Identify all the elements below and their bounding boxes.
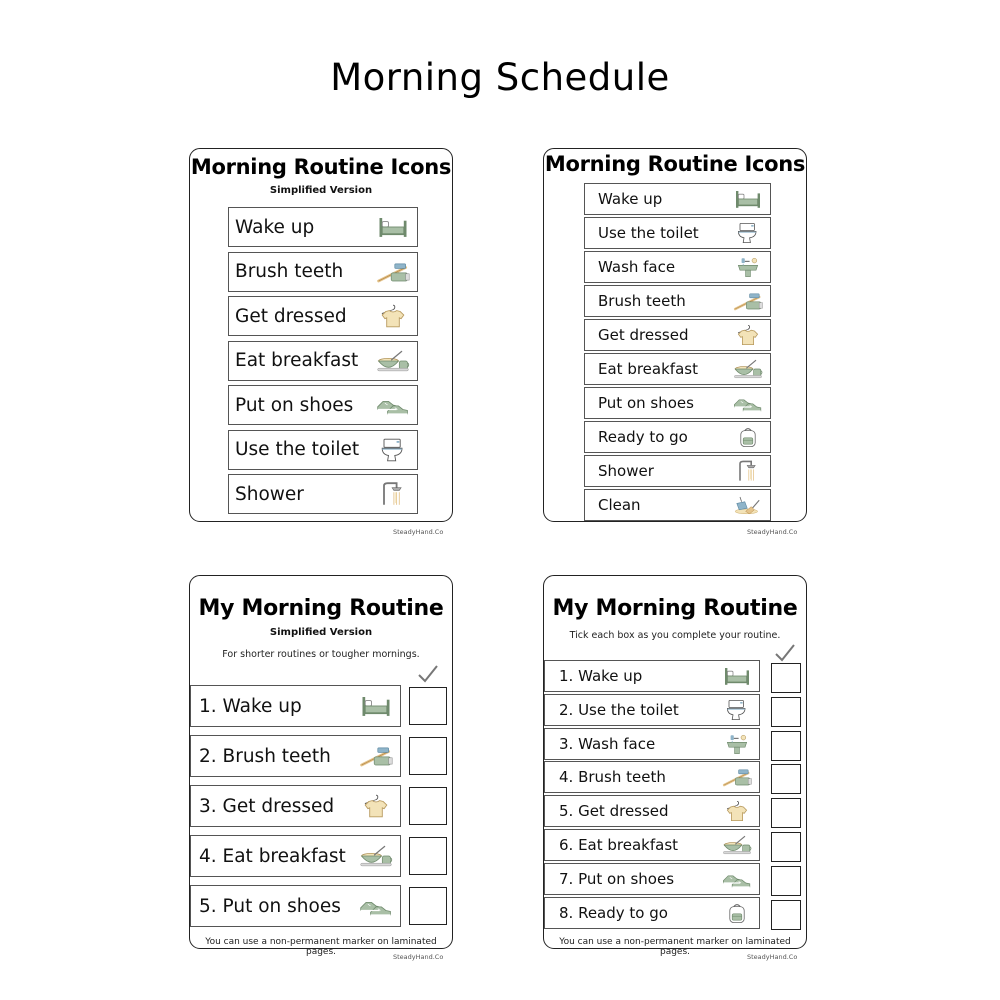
backpack-icon [721, 901, 753, 925]
routine-item-icon [732, 357, 764, 381]
routine-item [584, 455, 771, 487]
card-instruction: Tick each box as you complete your routine. [569, 630, 781, 641]
routine-item [544, 761, 760, 793]
card-title: My Morning Routine [198, 596, 444, 621]
bowl-icon [358, 842, 394, 870]
toilet-icon [375, 437, 411, 463]
routine-item-label: 1. Wake up [199, 695, 302, 717]
routine-item-icon [358, 892, 394, 920]
routine-item-icon [732, 391, 764, 415]
routine-item-icon [375, 348, 411, 374]
routine-item [190, 735, 401, 777]
tick-checkbox[interactable] [409, 737, 447, 775]
routine-item-label: 2. Use the toilet [559, 700, 679, 719]
backpack-icon [732, 425, 764, 449]
routine-item [228, 474, 418, 514]
credit-text: SteadyHand.Co [393, 528, 444, 536]
routine-item-label: 8. Ready to go [559, 903, 668, 922]
routine-item-label: 3. Get dressed [199, 795, 335, 817]
sink-icon [721, 732, 753, 756]
routine-item-label: Eat breakfast [235, 350, 359, 371]
routine-item-icon [732, 459, 764, 483]
routine-card-2 [543, 148, 807, 522]
routine-item-icon [375, 259, 411, 285]
routine-item-label: Wash face [598, 258, 676, 276]
routine-item-icon [732, 289, 764, 313]
routine-item-label: 1. Wake up [559, 667, 643, 685]
card-subtitle: Simplified Version [269, 627, 373, 638]
credit-text: SteadyHand.Co [747, 528, 798, 536]
routine-item [544, 660, 760, 692]
card-title: Morning Routine Icons [190, 155, 452, 179]
routine-item-icon [721, 799, 753, 823]
routine-item-label: 6. Eat breakfast [559, 836, 679, 854]
routine-item-label: Use the toilet [598, 224, 699, 242]
routine-item-label: Brush teeth [598, 292, 686, 310]
routine-item-icon [721, 901, 753, 925]
shirt-icon [358, 792, 394, 820]
checkmark-icon [417, 664, 439, 688]
routine-item [544, 829, 760, 861]
bed-icon [375, 214, 411, 240]
bowl-icon [732, 357, 764, 381]
shower-icon [375, 481, 411, 507]
shoes-icon [375, 392, 411, 418]
routine-item [544, 728, 760, 760]
routine-card-1 [189, 148, 453, 522]
bowl-icon [375, 348, 411, 374]
routine-item-label: Put on shoes [235, 394, 354, 416]
routine-item [228, 207, 418, 247]
checkmark-icon [774, 643, 796, 667]
routine-item-icon [358, 792, 394, 820]
routine-item-label: Shower [235, 483, 304, 505]
card-instruction: For shorter routines or tougher mornings. [222, 649, 420, 660]
routine-item [584, 285, 771, 317]
routine-item [228, 296, 418, 336]
routine-item [190, 785, 401, 827]
routine-item [190, 685, 401, 727]
routine-item [584, 217, 771, 249]
routine-item [228, 430, 418, 470]
credit-text: SteadyHand.Co [747, 953, 798, 961]
tick-checkbox[interactable] [771, 900, 801, 930]
tick-checkbox[interactable] [409, 837, 447, 875]
routine-item-label: Wake up [598, 190, 663, 208]
tick-checkbox[interactable] [771, 731, 801, 761]
routine-item-icon [358, 842, 394, 870]
routine-item [584, 251, 771, 283]
bed-icon [358, 692, 394, 720]
page-title: Morning Schedule [330, 56, 670, 99]
tick-checkbox[interactable] [771, 866, 801, 896]
bed-icon [732, 187, 764, 211]
routine-item-icon [358, 692, 394, 720]
tick-checkbox[interactable] [409, 787, 447, 825]
routine-item [190, 885, 401, 927]
card-title: Morning Routine Icons [544, 152, 806, 176]
sink-icon [732, 255, 764, 279]
routine-item-label: Brush teeth [235, 261, 344, 282]
routine-item [544, 897, 760, 929]
routine-item-icon [721, 765, 753, 789]
routine-item-label: 7. Put on shoes [559, 869, 675, 888]
routine-item [228, 385, 418, 425]
shoes-icon [358, 892, 394, 920]
tick-checkbox[interactable] [771, 697, 801, 727]
tick-checkbox[interactable] [771, 764, 801, 794]
routine-item-label: Ready to go [598, 428, 688, 446]
routine-item-label: 3. Wash face [559, 734, 656, 753]
routine-item [584, 353, 771, 385]
toilet-icon [732, 221, 764, 245]
routine-item-label: Wake up [235, 216, 315, 238]
shirt-icon [375, 303, 411, 329]
routine-item-label: 4. Eat breakfast [199, 845, 346, 867]
routine-item-icon [732, 255, 764, 279]
tick-checkbox[interactable] [771, 832, 801, 862]
routine-item-label: 4. Brush teeth [559, 768, 666, 787]
routine-item-icon [721, 867, 753, 891]
card-subtitle: Simplified Version [269, 185, 373, 196]
routine-item-icon [375, 392, 411, 418]
card-title: My Morning Routine [552, 596, 798, 621]
routine-item-icon [732, 221, 764, 245]
shirt-icon [721, 799, 753, 823]
routine-item-label: Put on shoes [598, 394, 694, 412]
routine-item-label: Use the toilet [235, 439, 360, 460]
routine-item-icon [732, 425, 764, 449]
card-footer-note: You can use a non-permanent marker on laminated pages. [205, 937, 437, 957]
routine-item-icon [721, 833, 753, 857]
routine-item-label: Clean [598, 496, 641, 514]
tick-checkbox[interactable] [409, 887, 447, 925]
tick-checkbox[interactable] [409, 687, 447, 725]
toothbrush-icon [358, 742, 394, 770]
routine-item-icon [375, 437, 411, 463]
routine-item-label: 5. Get dressed [559, 802, 669, 821]
shoes-icon [721, 867, 753, 891]
shower-icon [732, 459, 764, 483]
routine-item-icon [375, 481, 411, 507]
tick-checkbox[interactable] [771, 663, 801, 693]
routine-item-icon [732, 493, 764, 517]
broom-icon [732, 493, 764, 517]
routine-item-icon [358, 742, 394, 770]
routine-item-icon [732, 323, 764, 347]
routine-item [544, 863, 760, 895]
routine-item [190, 835, 401, 877]
routine-item-label: Get dressed [598, 326, 689, 344]
toothbrush-icon [375, 259, 411, 285]
routine-item [584, 489, 771, 521]
shoes-icon [732, 391, 764, 415]
toothbrush-icon [721, 765, 753, 789]
credit-text: SteadyHand.Co [393, 953, 444, 961]
routine-item [228, 341, 418, 381]
routine-item [544, 694, 760, 726]
routine-item-icon [721, 732, 753, 756]
routine-item-icon [721, 664, 753, 688]
shirt-icon [732, 323, 764, 347]
toothbrush-icon [732, 289, 764, 313]
tick-checkbox[interactable] [771, 798, 801, 828]
routine-item [228, 252, 418, 292]
bowl-icon [721, 833, 753, 857]
routine-item [584, 319, 771, 351]
routine-item-icon [375, 214, 411, 240]
routine-item [544, 795, 760, 827]
routine-item-label: Get dressed [235, 305, 347, 327]
routine-item [584, 183, 771, 215]
toilet-icon [721, 698, 753, 722]
routine-item-label: 5. Put on shoes [199, 895, 341, 917]
routine-item-icon [375, 303, 411, 329]
routine-item [584, 421, 771, 453]
routine-item-label: Shower [598, 462, 654, 480]
routine-item-icon [732, 187, 764, 211]
routine-item-label: Eat breakfast [598, 360, 698, 378]
card-footer-note: You can use a non-permanent marker on laminated pages. [559, 937, 791, 957]
routine-item-label: 2. Brush teeth [199, 745, 331, 767]
routine-item [584, 387, 771, 419]
bed-icon [721, 664, 753, 688]
routine-item-icon [721, 698, 753, 722]
